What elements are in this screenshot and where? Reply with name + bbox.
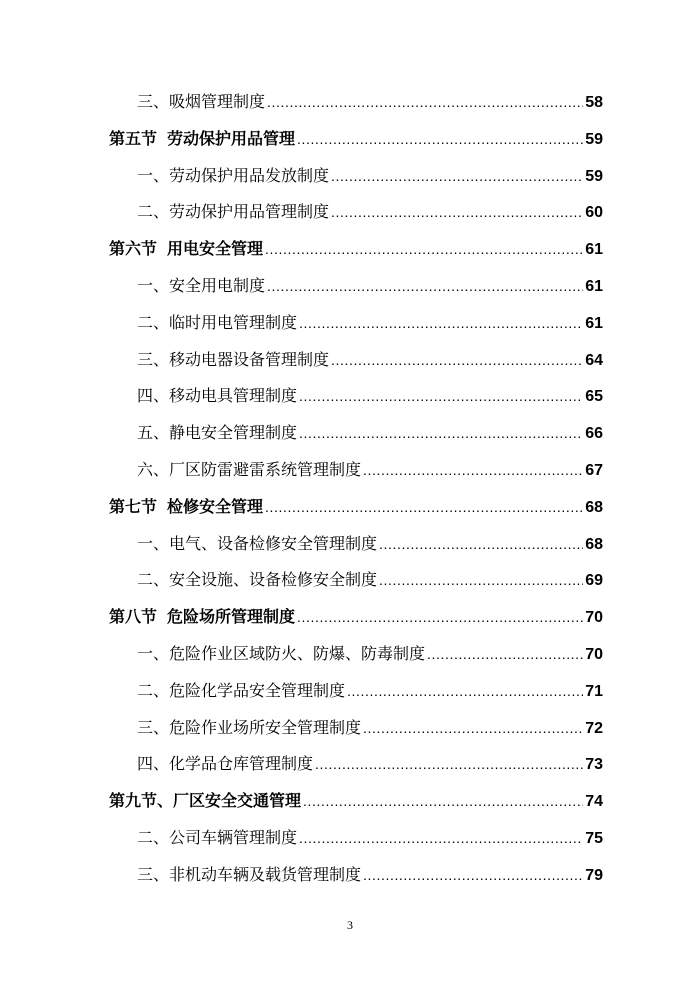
toc-leader-dots (363, 857, 583, 894)
toc-section-name: 检修安全管理 (167, 496, 264, 516)
toc-leader-dots (379, 562, 583, 599)
toc-entry[interactable] (109, 562, 603, 599)
toc-entry-page: 70 (585, 645, 603, 663)
toc-leader-dots (363, 710, 583, 747)
toc-leader-dots (331, 194, 583, 231)
toc-entry-page: 59 (585, 167, 603, 185)
toc-entry-page: 71 (585, 682, 603, 700)
toc-section-page: 61 (585, 241, 603, 259)
toc-entry-title: 一、危险作业区域防火、防爆、防毒制度 (137, 643, 426, 663)
toc-entry-title: 三、非机动车辆及载货管理制度 (137, 864, 362, 884)
page-number: 3 (347, 918, 353, 932)
toc-entry-page: 60 (585, 204, 603, 222)
toc-section-title (109, 599, 295, 636)
toc-section[interactable] (109, 599, 603, 636)
toc-leader-dots (299, 378, 583, 415)
toc-entry[interactable] (109, 158, 603, 195)
toc-section-title (109, 489, 263, 526)
toc-leader-dots (379, 526, 583, 563)
toc-leader-dots (315, 746, 583, 783)
toc-leader-dots (297, 121, 583, 158)
toc-entry[interactable] (109, 268, 603, 305)
toc-leader-dots (363, 452, 583, 489)
toc-leader-dots (347, 673, 583, 710)
toc-section-name: 危险场所管理制度 (167, 607, 296, 627)
toc-entry-title: 一、劳动保护用品发放制度 (137, 165, 330, 185)
toc-entry[interactable] (109, 452, 603, 489)
toc-leader-dots (331, 158, 583, 195)
toc-leader-dots (267, 268, 583, 305)
toc-section-number: 第八节 (109, 607, 158, 627)
table-of-contents (109, 84, 603, 894)
toc-section-number: 第六节 (109, 239, 158, 259)
toc-entry[interactable] (109, 415, 603, 452)
toc-entry[interactable] (109, 305, 603, 342)
toc-entry-title: 三、吸烟管理制度 (137, 92, 266, 111)
toc-entry-page: 58 (585, 94, 603, 111)
toc-entry[interactable] (109, 857, 603, 894)
toc-leader-dots (427, 636, 583, 673)
toc-entry-title: 二、劳动保护用品管理制度 (137, 202, 330, 222)
toc-section[interactable] (109, 121, 603, 158)
toc-leader-dots (265, 489, 583, 526)
toc-entry-page: 79 (585, 866, 603, 884)
toc-entry[interactable] (109, 526, 603, 563)
toc-entry-title: 五、静电安全管理制度 (137, 423, 298, 443)
toc-entry-title: 一、安全用电制度 (137, 275, 266, 295)
toc-leader-dots (299, 305, 583, 342)
toc-entry[interactable] (109, 673, 603, 710)
toc-section-page: 68 (585, 498, 603, 516)
toc-entry-page: 72 (585, 719, 603, 737)
toc-entry-page: 73 (585, 756, 603, 774)
toc-section-name: 用电安全管理 (167, 239, 264, 259)
toc-section-title (109, 231, 263, 268)
toc-leader-dots (303, 783, 583, 820)
toc-section-number: 第五节 (109, 128, 158, 148)
toc-section-title (109, 121, 295, 158)
toc-leader-dots (299, 415, 583, 452)
toc-entry-page: 66 (585, 425, 603, 443)
toc-entry-title: 六、厂区防雷避雷系统管理制度 (137, 459, 362, 479)
toc-entry-title: 二、安全设施、设备检修安全制度 (137, 570, 378, 590)
toc-entry[interactable] (109, 342, 603, 379)
toc-leader-dots (331, 342, 583, 379)
toc-leader-dots (267, 84, 583, 121)
toc-entry[interactable] (109, 636, 603, 673)
toc-section-title: 第九节、厂区安全交通管理 (109, 791, 302, 811)
toc-entry-page: 61 (585, 314, 603, 332)
toc-entry-page: 61 (585, 277, 603, 295)
toc-entry-page: 65 (585, 388, 603, 406)
toc-entry-page: 68 (585, 535, 603, 553)
toc-entry[interactable] (109, 746, 603, 783)
toc-section-page: 70 (585, 609, 603, 627)
toc-entry-title: 四、移动电具管理制度 (137, 386, 298, 406)
toc-entry-title: 三、移动电器设备管理制度 (137, 349, 330, 369)
toc-entry-page: 64 (585, 351, 603, 369)
toc-section-number: 第七节 (109, 496, 158, 516)
toc-entry-page: 67 (585, 461, 603, 479)
toc-section-page: 59 (585, 130, 603, 148)
toc-entry-page: 75 (585, 829, 603, 847)
toc-entry-title: 二、危险化学品安全管理制度 (137, 680, 346, 700)
toc-entry[interactable] (109, 820, 603, 857)
toc-section[interactable] (109, 783, 603, 820)
toc-leader-dots (299, 820, 583, 857)
toc-section-name: 劳动保护用品管理 (167, 128, 296, 148)
toc-entry[interactable] (109, 194, 603, 231)
toc-section-page: 74 (585, 793, 603, 811)
toc-entry-title: 三、危险作业场所安全管理制度 (137, 717, 362, 737)
toc-entry[interactable] (109, 710, 603, 747)
toc-leader-dots (265, 231, 583, 268)
toc-entry-title: 二、公司车辆管理制度 (137, 827, 298, 847)
toc-entry-title: 一、电气、设备检修安全管理制度 (137, 533, 378, 553)
toc-leader-dots (297, 599, 583, 636)
toc-entry[interactable] (109, 84, 603, 121)
toc-entry[interactable] (109, 378, 603, 415)
toc-section[interactable] (109, 231, 603, 268)
toc-section[interactable] (109, 489, 603, 526)
toc-entry-title: 二、临时用电管理制度 (137, 312, 298, 332)
toc-entry-title: 四、化学品仓库管理制度 (137, 754, 314, 774)
toc-entry-page: 69 (585, 572, 603, 590)
